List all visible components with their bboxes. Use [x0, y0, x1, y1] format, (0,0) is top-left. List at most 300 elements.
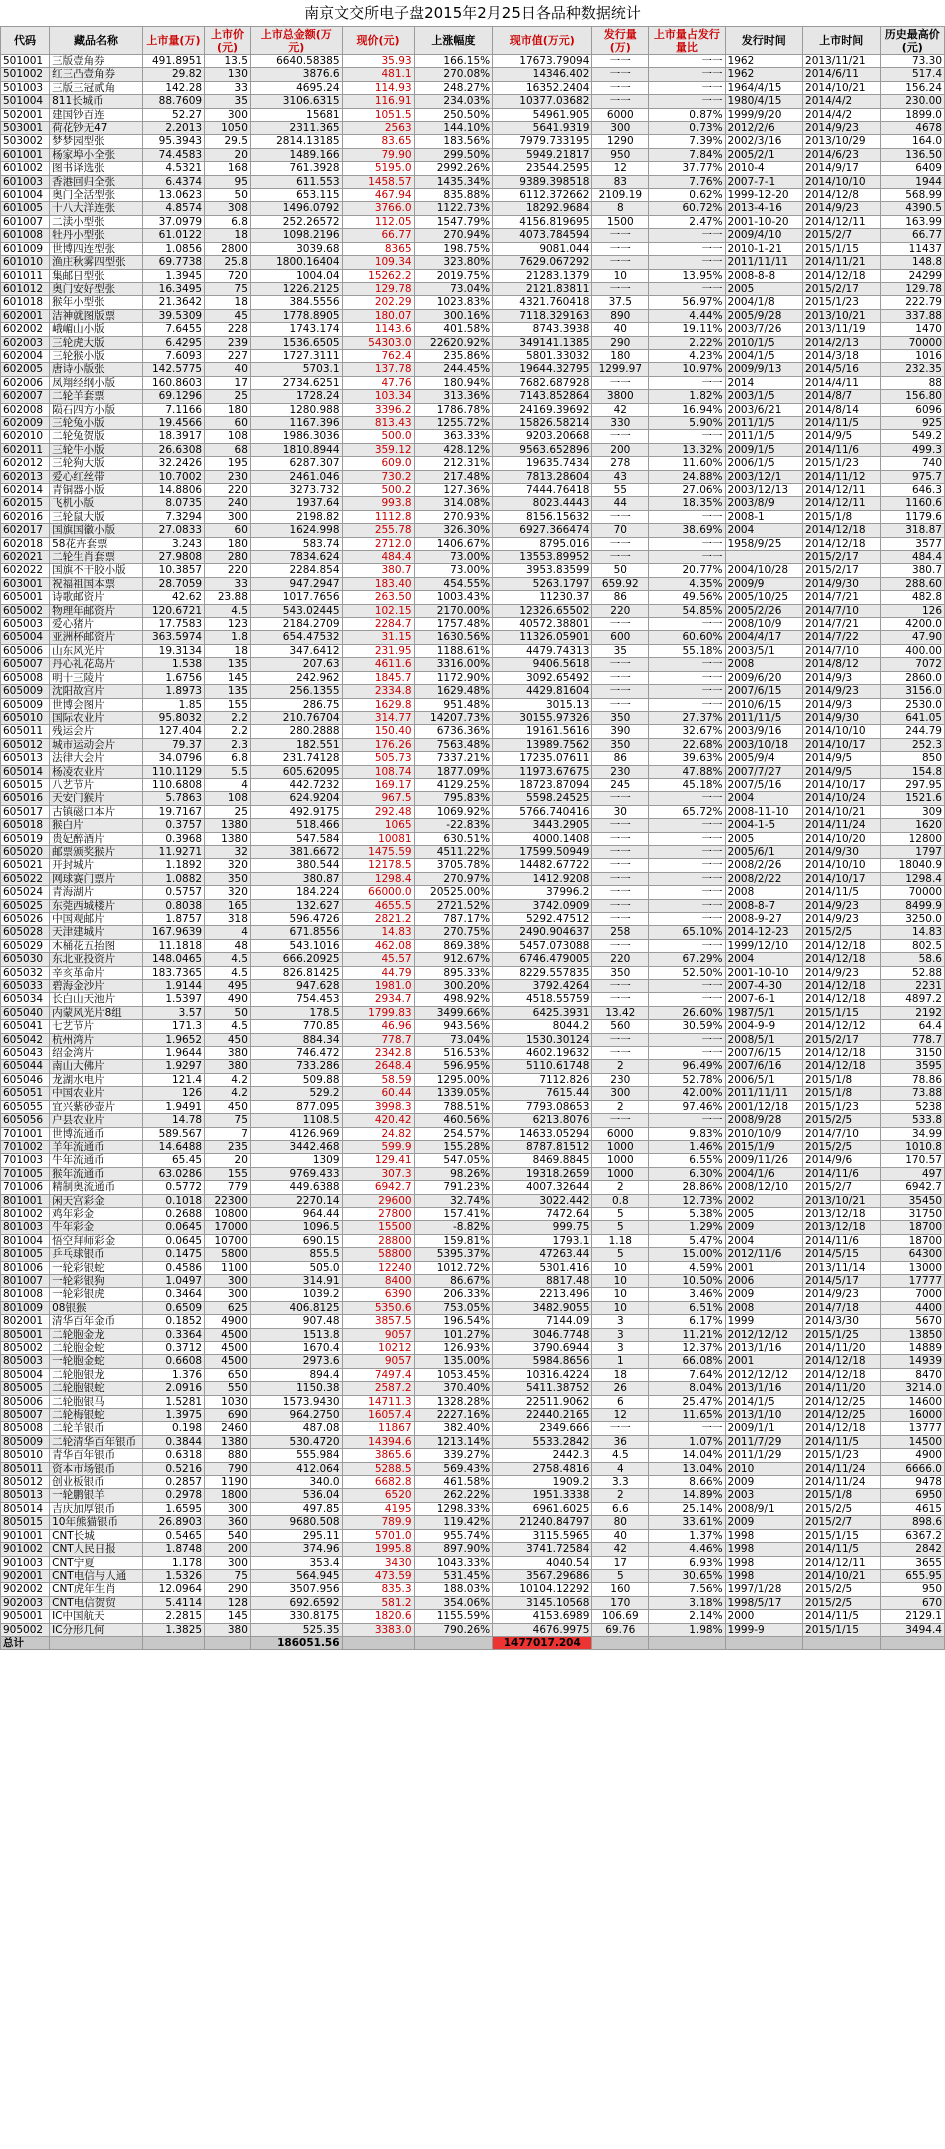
cell-market-value: 3953.83599 [493, 564, 592, 577]
cell-code: 601008 [1, 229, 50, 242]
cell-issue-date: 1998 [725, 1543, 802, 1556]
cell-listing-price: 290 [205, 1583, 251, 1596]
cell-market-value: 5292.47512 [493, 913, 592, 926]
cell-ratio: 11.60% [649, 457, 725, 470]
cell-listing-amount: 1098.2196 [250, 229, 342, 242]
cell-issue-qty: 一一 [592, 81, 649, 94]
cell-history-high: 52.88 [880, 966, 944, 979]
cell-listing-price: 135 [205, 685, 251, 698]
cell-name: 八艺节片 [50, 778, 143, 791]
cell-listing-amount: 15681 [250, 108, 342, 121]
cell-current-price: 14711.3 [342, 1395, 414, 1408]
cell-listing-date: 2014/12/18 [803, 537, 880, 550]
cell-ratio: 一一 [649, 510, 725, 523]
cell-code: 601010 [1, 256, 50, 269]
cell-listing-date: 2015/2/17 [803, 551, 880, 564]
cell-issue-qty: 220 [592, 953, 649, 966]
cell-issue-date: 2004-9-9 [725, 1020, 802, 1033]
cell-issue-date: 2009/1/5 [725, 443, 802, 456]
cell-issue-qty: 86 [592, 752, 649, 765]
table-row [1, 95, 945, 108]
cell-issue-date: 1998 [725, 1556, 802, 1569]
cell-name: 三轮狗大版 [50, 457, 143, 470]
cell-listing-amount: 964.44 [250, 1207, 342, 1220]
cell-issue-date: 2009 [725, 1288, 802, 1301]
cell-issue-qty: 1000 [592, 1154, 649, 1167]
cell-history-high: 136.50 [880, 148, 944, 161]
cell-history-high: 670 [880, 1596, 944, 1609]
cell-ratio: 一一 [649, 282, 725, 295]
cell-history-high: 14600 [880, 1395, 944, 1408]
cell-code: 601009 [1, 242, 50, 255]
cell-listing-qty: 0.2978 [142, 1489, 204, 1502]
cell-listing-date: 2014/4/2 [803, 108, 880, 121]
cell-name: 二轮清华百年银币 [50, 1435, 143, 1448]
cell-issue-qty: 350 [592, 966, 649, 979]
cell-history-high: 9478 [880, 1476, 944, 1489]
cell-issue-qty: 12 [592, 162, 649, 175]
cell-code: 605001 [1, 591, 50, 604]
cell-ratio: 7.64% [649, 1368, 725, 1381]
cell-history-high: 24299 [880, 269, 944, 282]
cell-current-price: 599.9 [342, 1140, 414, 1153]
cell-history-high: 13850 [880, 1328, 944, 1341]
cell-listing-price: 380 [205, 1623, 251, 1636]
cell-history-high: 8470 [880, 1368, 944, 1381]
cell-market-value: 3567.29686 [493, 1569, 592, 1582]
cell-issue-date: 2004 [725, 953, 802, 966]
cell-code: 501003 [1, 81, 50, 94]
cell-listing-price: 4500 [205, 1355, 251, 1368]
cell-code: 602001 [1, 309, 50, 322]
cell-current-price: 263.50 [342, 591, 414, 604]
cell-listing-qty: 1.8748 [142, 1543, 204, 1556]
cell-code: 605009 [1, 698, 50, 711]
cell-listing-date: 2015/2/5 [803, 1502, 880, 1515]
cell-rise: 1757.48% [414, 618, 493, 631]
cell-market-value: 3022.442 [493, 1194, 592, 1207]
cell-issue-date: 2014/1/5 [725, 1395, 802, 1408]
total-label: 总计 [1, 1636, 50, 1649]
cell-name: 奥门全活型张 [50, 189, 143, 202]
cell-listing-qty: 491.8951 [142, 55, 204, 68]
cell-issue-date: 2009 [725, 1221, 802, 1234]
cell-ratio: 97.46% [649, 1100, 725, 1113]
cell-current-price: 4655.5 [342, 899, 414, 912]
cell-listing-qty: 74.4583 [142, 148, 204, 161]
cell-issue-qty: 一一 [592, 939, 649, 952]
table-row [1, 1435, 945, 1448]
cell-ratio: 一一 [649, 618, 725, 631]
cell-name: 三轮牛小版 [50, 443, 143, 456]
cell-name: 沈阳故宫片 [50, 685, 143, 698]
cell-current-price: 462.08 [342, 939, 414, 952]
table-row [1, 363, 945, 376]
cell-code: 605020 [1, 845, 50, 858]
cell-listing-date: 2014/5/16 [803, 363, 880, 376]
cell-ratio: 13.04% [649, 1462, 725, 1475]
cell-current-price: 12178.5 [342, 859, 414, 872]
cell-history-high: 3655 [880, 1556, 944, 1569]
cell-current-price: 66.77 [342, 229, 414, 242]
cell-history-high: 6409 [880, 162, 944, 175]
cell-listing-amount: 1800.16404 [250, 256, 342, 269]
cell-market-value: 3145.10568 [493, 1596, 592, 1609]
cell-name: 闲天宫彩金 [50, 1194, 143, 1207]
cell-issue-qty: 一一 [592, 671, 649, 684]
cell-ratio: 52.78% [649, 1073, 725, 1086]
cell-ratio: 14.04% [649, 1449, 725, 1462]
cell-listing-date: 2014/9/23 [803, 122, 880, 135]
cell-ratio: 0.87% [649, 108, 725, 121]
cell-issue-date: 2008/2/26 [725, 859, 802, 872]
header-code: 代码 [1, 27, 50, 55]
cell-history-high: 6950 [880, 1489, 944, 1502]
cell-rise: 126.93% [414, 1342, 493, 1355]
cell-market-value: 7682.687928 [493, 376, 592, 389]
cell-issue-qty: 290 [592, 336, 649, 349]
cell-market-value: 14482.67722 [493, 859, 592, 872]
cell-listing-amount: 3039.68 [250, 242, 342, 255]
cell-history-high: 400.00 [880, 644, 944, 657]
table-row [1, 1020, 945, 1033]
cell-issue-date: 2005/9/28 [725, 309, 802, 322]
cell-listing-date: 2014/9/23 [803, 1288, 880, 1301]
cell-rise: 795.83% [414, 792, 493, 805]
cell-issue-date: 2010-1-21 [725, 242, 802, 255]
cell-issue-date: 1999-9 [725, 1623, 802, 1636]
cell-ratio: 45.18% [649, 778, 725, 791]
cell-name: 荷花钞无47 [50, 122, 143, 135]
cell-listing-price: 300 [205, 108, 251, 121]
cell-listing-price: 123 [205, 618, 251, 631]
cell-listing-price: 2.2 [205, 711, 251, 724]
cell-listing-amount: 252.26572 [250, 215, 342, 228]
cell-listing-qty: 0.6318 [142, 1449, 204, 1462]
cell-code: 801001 [1, 1194, 50, 1207]
cell-listing-date: 2014/12/18 [803, 1368, 880, 1381]
cell-ratio: 一一 [649, 698, 725, 711]
cell-issue-date: 1999/9/20 [725, 108, 802, 121]
cell-listing-amount: 624.9204 [250, 792, 342, 805]
cell-market-value: 18292.9684 [493, 202, 592, 215]
cell-name: 内蒙风光片8组 [50, 1006, 143, 1019]
cell-issue-date [725, 551, 802, 564]
cell-listing-date: 2015/1/8 [803, 510, 880, 523]
cell-name: 鸡年彩金 [50, 1207, 143, 1220]
cell-name: 10年熊猫银币 [50, 1516, 143, 1529]
cell-listing-amount: 487.08 [250, 1422, 342, 1435]
cell-rise: 955.74% [414, 1529, 493, 1542]
cell-issue-qty: 一一 [592, 551, 649, 564]
table-row [1, 470, 945, 483]
cell-listing-date: 2015/2/7 [803, 229, 880, 242]
cell-code: 502001 [1, 108, 50, 121]
cell-market-value: 5641.9319 [493, 122, 592, 135]
cell-listing-date: 2015/2/7 [803, 1516, 880, 1529]
cell-ratio: 4.35% [649, 577, 725, 590]
cell-listing-qty: 1.376 [142, 1368, 204, 1381]
cell-market-value: 4429.81604 [493, 685, 592, 698]
cell-name: CNT宁夏 [50, 1556, 143, 1569]
cell-ratio: 一一 [649, 872, 725, 885]
cell-listing-amount: 286.75 [250, 698, 342, 711]
cell-history-high: 1016 [880, 349, 944, 362]
cell-history-high: 337.88 [880, 309, 944, 322]
cell-rise: 155.28% [414, 1140, 493, 1153]
table-row [1, 805, 945, 818]
cell-current-price: 54303.0 [342, 336, 414, 349]
cell-history-high: 66.77 [880, 229, 944, 242]
cell-listing-price: 4500 [205, 1342, 251, 1355]
cell-listing-price: 220 [205, 484, 251, 497]
cell-listing-date: 2014/10/10 [803, 725, 880, 738]
cell-listing-price: 4.5 [205, 966, 251, 979]
cell-history-high: 14.83 [880, 926, 944, 939]
cell-issue-qty: 36 [592, 1435, 649, 1448]
table-row [1, 430, 945, 443]
cell-ratio: 一一 [649, 55, 725, 68]
cell-code: 601011 [1, 269, 50, 282]
cell-issue-qty: 890 [592, 309, 649, 322]
cell-name: 杨家埠小全张 [50, 148, 143, 161]
cell-issue-date: 2003/5/1 [725, 644, 802, 657]
cell-listing-date: 2015/2/17 [803, 282, 880, 295]
cell-listing-date: 2015/1/15 [803, 1529, 880, 1542]
cell-listing-amount: 9769.433 [250, 1167, 342, 1180]
cell-listing-price: 779 [205, 1181, 251, 1194]
cell-rise: 2721.52% [414, 899, 493, 912]
cell-market-value: 7615.44 [493, 1087, 592, 1100]
cell-issue-date: 2002/3/16 [725, 135, 802, 148]
cell-name: 长白山天池片 [50, 993, 143, 1006]
cell-name: 一轮胞金蛇 [50, 1355, 143, 1368]
cell-market-value: 8023.4443 [493, 497, 592, 510]
cell-name: 乒乓球银币 [50, 1248, 143, 1261]
cell-issue-date: 2003/12/13 [725, 484, 802, 497]
cell-market-value: 22511.9062 [493, 1395, 592, 1408]
cell-code: 805008 [1, 1422, 50, 1435]
cell-ratio: 5.38% [649, 1207, 725, 1220]
cell-listing-price: 350 [205, 872, 251, 885]
cell-current-price: 505.73 [342, 752, 414, 765]
cell-market-value: 9081.044 [493, 242, 592, 255]
cell-rise: 1786.78% [414, 403, 493, 416]
cell-code: 805009 [1, 1435, 50, 1448]
cell-listing-amount: 877.095 [250, 1100, 342, 1113]
cell-code: 605040 [1, 1006, 50, 1019]
cell-issue-qty: 4.5 [592, 1449, 649, 1462]
table-row [1, 175, 945, 188]
cell-history-high: 3150 [880, 1047, 944, 1060]
cell-listing-amount: 2270.14 [250, 1194, 342, 1207]
cell-listing-amount: 1226.2125 [250, 282, 342, 295]
cell-current-price: 1629.8 [342, 698, 414, 711]
cell-issue-qty: 一一 [592, 229, 649, 242]
cell-issue-qty: 一一 [592, 698, 649, 711]
cell-listing-amount: 1150.38 [250, 1382, 342, 1395]
cell-code: 605046 [1, 1073, 50, 1086]
cell-listing-qty: 2.2013 [142, 122, 204, 135]
cell-listing-amount: 1810.8944 [250, 443, 342, 456]
cell-current-price: 114.93 [342, 81, 414, 94]
cell-name: 牛年彩金 [50, 1221, 143, 1234]
cell-ratio: 1.07% [649, 1435, 725, 1448]
cell-market-value: 7144.09 [493, 1315, 592, 1328]
cell-issue-date: 2006/1/5 [725, 457, 802, 470]
cell-listing-date: 2015/1/15 [803, 1623, 880, 1636]
cell-code: 503001 [1, 122, 50, 135]
cell-issue-date: 1987/5/1 [725, 1006, 802, 1019]
cell-listing-price: 4 [205, 926, 251, 939]
cell-code: 602006 [1, 376, 50, 389]
cell-listing-price: 168 [205, 162, 251, 175]
cell-listing-amount: 3442.468 [250, 1140, 342, 1153]
cell-listing-date: 2015/1/25 [803, 1328, 880, 1341]
cell-listing-qty: 11.1818 [142, 939, 204, 952]
table-row [1, 309, 945, 322]
cell-rise: 787.17% [414, 913, 493, 926]
cell-listing-amount: 207.63 [250, 658, 342, 671]
cell-code: 601001 [1, 148, 50, 161]
table-row [1, 1583, 945, 1596]
cell-listing-qty: 61.0122 [142, 229, 204, 242]
cell-history-high: 232.35 [880, 363, 944, 376]
cell-listing-amount: 1496.0792 [250, 202, 342, 215]
cell-current-price: 176.26 [342, 738, 414, 751]
cell-market-value: 6746.479005 [493, 953, 592, 966]
cell-name: 牡丹小型张 [50, 229, 143, 242]
cell-ratio: 一一 [649, 95, 725, 108]
cell-issue-date: 2000 [725, 1610, 802, 1623]
cell-rise: 300.20% [414, 980, 493, 993]
cell-name: 香港回归全张 [50, 175, 143, 188]
cell-listing-amount: 596.4726 [250, 913, 342, 926]
table-row [1, 913, 945, 926]
cell-code: 602011 [1, 443, 50, 456]
cell-market-value: 5801.33032 [493, 349, 592, 362]
cell-listing-price: 145 [205, 1610, 251, 1623]
cell-listing-date: 2015/2/5 [803, 1583, 880, 1596]
cell-market-value: 2349.666 [493, 1422, 592, 1435]
cell-listing-amount: 2973.6 [250, 1355, 342, 1368]
cell-current-price: 9057 [342, 1355, 414, 1368]
cell-issue-qty: 一一 [592, 282, 649, 295]
table-row [1, 390, 945, 403]
cell-code: 501001 [1, 55, 50, 68]
cell-listing-amount: 509.88 [250, 1073, 342, 1086]
cell-name: 古镇磁口本片 [50, 805, 143, 818]
cell-issue-date: 2002 [725, 1194, 802, 1207]
cell-name: 明十三陵片 [50, 671, 143, 684]
cell-history-high: 5670 [880, 1315, 944, 1328]
cell-issue-qty: 2 [592, 1060, 649, 1073]
total-empty [414, 1636, 493, 1649]
cell-ratio: 2.47% [649, 215, 725, 228]
cell-name: 洁神就图版票 [50, 309, 143, 322]
cell-listing-amount: 314.91 [250, 1274, 342, 1287]
cell-listing-amount: 4695.24 [250, 81, 342, 94]
cell-history-high: 34.99 [880, 1127, 944, 1140]
cell-name: 飞机小版 [50, 497, 143, 510]
cell-history-high: 778.7 [880, 1033, 944, 1046]
cell-current-price: 609.0 [342, 457, 414, 470]
cell-market-value: 21283.1379 [493, 269, 592, 282]
cell-history-high: 309 [880, 805, 944, 818]
cell-issue-date: 2003/6/21 [725, 403, 802, 416]
cell-rise: 428.12% [414, 443, 493, 456]
cell-listing-date: 2014/11/5 [803, 1610, 880, 1623]
cell-current-price: 4195 [342, 1502, 414, 1515]
cell-listing-price: 228 [205, 323, 251, 336]
cell-name: 创业板银币 [50, 1476, 143, 1489]
cell-issue-qty: 10 [592, 1261, 649, 1274]
cell-issue-date: 2010/1/5 [725, 336, 802, 349]
cell-listing-qty: 4.8574 [142, 202, 204, 215]
cell-listing-amount: 231.74128 [250, 752, 342, 765]
cell-listing-price: 880 [205, 1449, 251, 1462]
cell-name: 青铜器小版 [50, 484, 143, 497]
cell-listing-price: 145 [205, 671, 251, 684]
cell-listing-amount: 826.81425 [250, 966, 342, 979]
cell-ratio: 4.44% [649, 309, 725, 322]
cell-market-value: 14633.05294 [493, 1127, 592, 1140]
cell-history-high: 2842 [880, 1543, 944, 1556]
cell-rise: 326.30% [414, 524, 493, 537]
cell-listing-date: 2014/12/18 [803, 953, 880, 966]
cell-rise: 254.57% [414, 1127, 493, 1140]
cell-name: 杭州湾片 [50, 1033, 143, 1046]
cell-code: 805010 [1, 1449, 50, 1462]
cell-listing-price: 540 [205, 1529, 251, 1542]
cell-market-value: 5110.61748 [493, 1060, 592, 1073]
cell-market-value: 2121.83811 [493, 282, 592, 295]
cell-listing-date: 2014/9/30 [803, 711, 880, 724]
cell-current-price: 5350.6 [342, 1301, 414, 1314]
cell-market-value: 4676.9975 [493, 1623, 592, 1636]
table-row [1, 618, 945, 631]
table-row [1, 1087, 945, 1100]
cell-code: 605043 [1, 1047, 50, 1060]
cell-issue-date: 2011/7/29 [725, 1435, 802, 1448]
cell-ratio: 一一 [649, 980, 725, 993]
cell-listing-date: 2014/4/2 [803, 95, 880, 108]
cell-name: 08银猴 [50, 1301, 143, 1314]
cell-listing-amount: 947.628 [250, 980, 342, 993]
cell-listing-amount: 907.48 [250, 1315, 342, 1328]
cell-current-price: 129.78 [342, 282, 414, 295]
header-market-value: 现市值(万元) [493, 27, 592, 55]
cell-listing-date: 2014/10/10 [803, 175, 880, 188]
cell-name: 龙湖水电片 [50, 1073, 143, 1086]
cell-issue-qty: 一一 [592, 537, 649, 550]
cell-listing-price: 13.5 [205, 55, 251, 68]
cell-listing-date: 2014/9/23 [803, 685, 880, 698]
table-row [1, 55, 945, 68]
cell-listing-price: 32 [205, 845, 251, 858]
cell-rise: 869.38% [414, 939, 493, 952]
cell-listing-amount: 1727.3111 [250, 349, 342, 362]
cell-issue-qty: 350 [592, 738, 649, 751]
cell-history-high: 288.60 [880, 577, 944, 590]
cell-code: 605007 [1, 658, 50, 671]
cell-code: 801002 [1, 1207, 50, 1220]
cell-listing-qty: 1.85 [142, 698, 204, 711]
cell-issue-date: 2007/7/27 [725, 765, 802, 778]
cell-listing-price: 45 [205, 309, 251, 322]
cell-current-price: 116.91 [342, 95, 414, 108]
cell-issue-qty: 6 [592, 1395, 649, 1408]
